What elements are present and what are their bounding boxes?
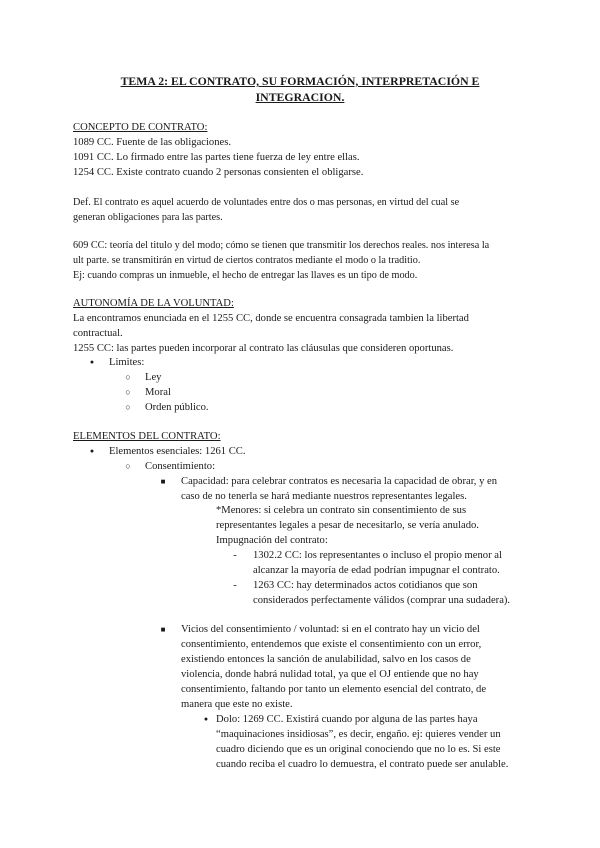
capacidad-line: Capacidad: para celebrar contratos es necesaria la capacidad de obrar, y en xyxy=(181,476,498,487)
impugnacion-item: 1302.2 CC: los representantes o incluso el propio menor al xyxy=(253,550,502,561)
definition-line: Def. El contrato es aquel acuerdo de voluntades entre dos o mas personas, en virtud del cual se xyxy=(73,197,460,208)
definition-line: generan obligaciones para las partes. xyxy=(73,212,223,223)
disc-bullet-icon: ● xyxy=(203,715,209,723)
title-line-2: INTEGRACION. xyxy=(255,90,345,104)
vicios-line: consentimiento, entendemos que existe el consentimiento con un error, xyxy=(181,639,482,650)
limite-item: Moral xyxy=(145,387,171,398)
circle-bullet-icon: ○ xyxy=(125,402,131,412)
square-bullet-icon: ■ xyxy=(160,477,166,486)
circle-bullet-icon: ○ xyxy=(125,461,131,471)
impugnacion-item: alcanzar la mayoría de edad podrían impugnar el contrato. xyxy=(253,565,500,576)
menores-line: representantes legales a pesar de necesitarlo, se vería anulado. xyxy=(216,520,479,531)
impugnacion-item: considerados perfectamente válidos (comprar una sudadera). xyxy=(253,595,511,606)
art609-line: ult parte. se transmitirán en virtud de ciertos contratos mediante el modo o la traditio. xyxy=(73,255,421,266)
dash-bullet-icon: - xyxy=(233,550,237,561)
dolo-line: Dolo: 1269 CC. Existirá cuando por alguna de las partes haya xyxy=(216,714,478,725)
concepto-line: 1254 CC. Existe contrato cuando 2 personas consienten el obligarse. xyxy=(73,167,364,178)
menores-line: *Menores: si celebra un contrato sin consentimiento de sus xyxy=(216,505,467,516)
elementos-esenciales: Elementos esenciales: 1261 CC. xyxy=(109,446,246,457)
limite-item: Ley xyxy=(145,372,162,383)
section-heading-elementos: ELEMENTOS DEL CONTRATO: xyxy=(73,431,221,442)
dolo-line: cuadro diciendo que es un original conociendo que no lo es. Si este xyxy=(216,744,501,755)
vicios-line: consentimiento, faltando por tanto un elemento esencial del contrato, de xyxy=(181,684,487,695)
circle-bullet-icon: ○ xyxy=(125,372,131,382)
autonomia-line: contractual. xyxy=(73,328,123,339)
circle-bullet-icon: ○ xyxy=(125,387,131,397)
capacidad-line: caso de no tenerla se hará mediante nuestros representantes legales. xyxy=(181,491,467,502)
vicios-line: Vicios del consentimiento / voluntad: si en el contrato hay un vicio del xyxy=(181,624,480,635)
art609-line: Ej: cuando compras un inmueble, el hecho de entregar las llaves es un tipo de modo. xyxy=(73,270,418,281)
vicios-line: manera que este no existe. xyxy=(181,699,293,710)
concepto-line: 1089 CC. Fuente de las obligaciones. xyxy=(73,137,232,148)
autonomia-line: La encontramos enunciada en el 1255 CC, donde se encuentra consagrada tambien la libertad xyxy=(73,313,469,324)
document-title xyxy=(100,73,500,105)
disc-bullet-icon: ● xyxy=(89,358,95,366)
limite-item: Orden público. xyxy=(145,402,209,413)
vicios-line: existiendo entonces la sanción de anulabilidad, salvo en los casos de xyxy=(181,654,471,665)
dolo-line: cuando reciba el cuadro lo demuestra, el contrato puede ser anulable. xyxy=(216,759,509,770)
menores-line: Impugnación del contrato: xyxy=(216,535,328,546)
limites-label: Limites: xyxy=(109,357,145,368)
dash-bullet-icon: - xyxy=(233,580,237,591)
disc-bullet-icon: ● xyxy=(89,447,95,455)
dolo-line: “maquinaciones insidiosas”, es decir, engaño. ej: quieres vender un xyxy=(216,729,501,740)
section-heading-concepto: CONCEPTO DE CONTRATO: xyxy=(73,122,208,133)
impugnacion-item: 1263 CC: hay determinados actos cotidianos que son xyxy=(253,580,478,591)
section-heading-autonomia: AUTONOMÍA DE LA VOLUNTAD: xyxy=(73,298,234,309)
concepto-line: 1091 CC. Lo firmado entre las partes tiene fuerza de ley entre ellas. xyxy=(73,152,360,163)
art609-line: 609 CC: teoría del titulo y del modo; cómo se tienen que transmitir los derechos reales. nos interesa la xyxy=(73,240,490,251)
title-line-1: TEMA 2: EL CONTRATO, SU FORMACIÓN, INTERPRETACIÓN E xyxy=(120,74,480,88)
autonomia-line: 1255 CC: las partes pueden incorporar al contrato las cláusulas que consideren oportunas. xyxy=(73,343,454,354)
square-bullet-icon: ■ xyxy=(160,625,166,634)
consentimiento-label: Consentimiento: xyxy=(145,461,216,472)
vicios-line: violencia, donde habrá nulidad total, ya que el OJ entiende que no hay xyxy=(181,669,479,680)
